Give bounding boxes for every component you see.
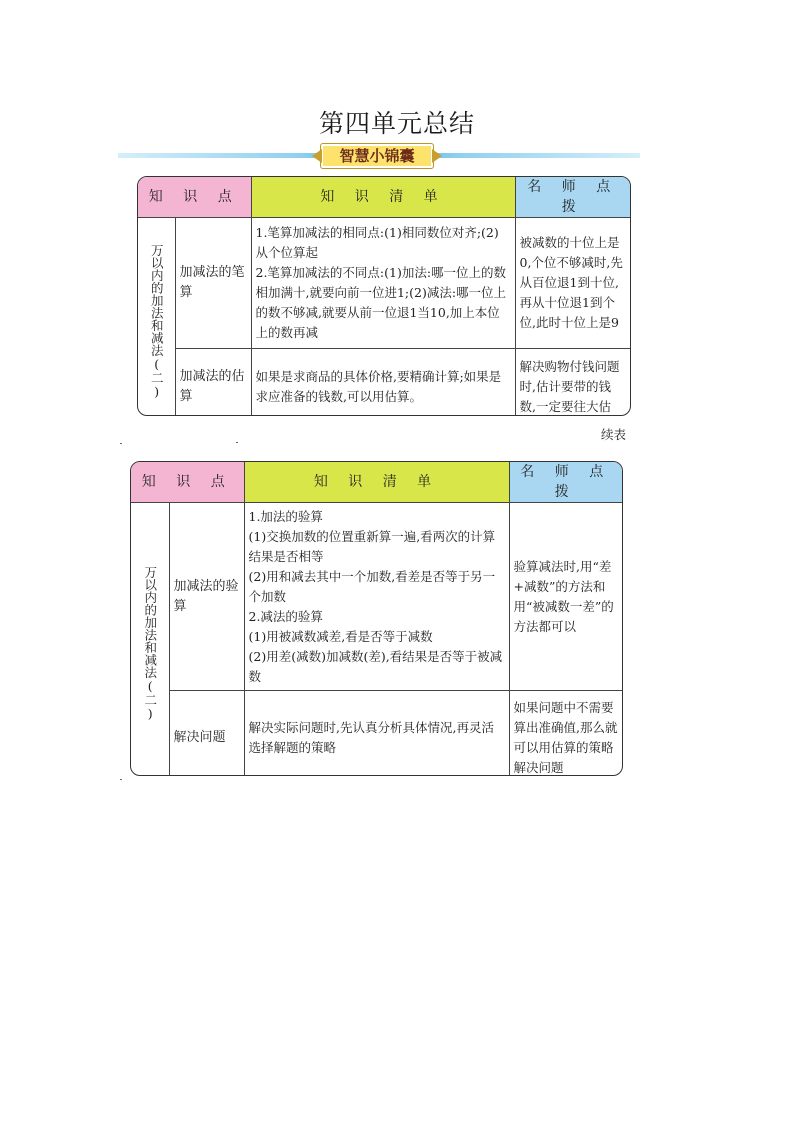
knowledge-cell	[244, 691, 509, 777]
category-label: 万以内的加法和减法(二)	[142, 566, 158, 721]
knowledge-line: 2.减法的验算	[248, 608, 323, 624]
tip-cell: 解决购物付钱问题时,估计要带的钱数,一定要往大估	[515, 349, 630, 417]
summary-table-1	[137, 176, 631, 416]
knowledge-line: (2)用和减去其中一个加数,看差是否等于另一个加数	[248, 568, 496, 604]
tip-cell: 验算减法时,用“差+减数”的方法和用“被减数一差”的方法都可以	[509, 503, 622, 691]
knowledge-cell	[244, 503, 509, 691]
topic-cell: 加减法的笔算	[175, 218, 251, 349]
section-banner	[118, 147, 640, 165]
tip-cell: 被减数的十位上是0,个位不够减时,先从百位退1到十位,再从十位退1到个位,此时十位上是9	[515, 218, 630, 349]
header-knowledge-point: 知 识 点	[131, 462, 244, 503]
header-knowledge-list: 知 识 清 单	[251, 177, 515, 218]
topic-cell: 加减法的估算	[175, 349, 251, 417]
tip-cell: 如果问题中不需要算出准确值,那么就可以用估算的策略解决问题	[509, 691, 622, 777]
knowledge-line: (2)用差(减数)加减数(差),看结果是否等于被减数	[248, 648, 503, 684]
banner-label: 智慧小锦囊	[320, 143, 434, 169]
knowledge-line: (1)用被减数减差,看是否等于减数	[248, 628, 433, 644]
knowledge-cell	[251, 218, 515, 349]
topic-cell: 加减法的验算	[169, 503, 244, 691]
category-cell	[131, 503, 169, 777]
page-title: 第四单元总结	[318, 109, 475, 138]
knowledge-cell	[251, 349, 515, 417]
header-teacher-tips: 名 师 点 拨	[509, 462, 622, 503]
knowledge-line: (1)交换加数的位置重新算一遍,看两次的计算结果是否相等	[248, 528, 496, 564]
category-cell	[138, 218, 175, 417]
header-knowledge-point: 知 识 点	[138, 177, 251, 218]
category-label: 万以内的加法和减法(二)	[149, 243, 165, 399]
knowledge-line: 1.笔算加减法的相同点:(1)相同数位对齐;(2)从个位算起	[255, 225, 499, 260]
knowledge-line: 1.加法的验算	[248, 508, 323, 524]
crop-mark	[120, 779, 122, 780]
knowledge-line: 解决实际问题时,先认真分析具体情况,再灵活选择解题的策略	[248, 719, 494, 755]
summary-table-2	[130, 461, 623, 776]
crop-mark	[120, 443, 122, 444]
continuation-label: 续表	[600, 427, 626, 442]
topic-cell: 解决问题	[169, 691, 244, 777]
header-knowledge-list: 知 识 清 单	[244, 462, 509, 503]
knowledge-line: 如果是求商品的具体价格,要精确计算;如果是求应准备的钱数,可以用估算。	[255, 368, 502, 404]
knowledge-line: 2.笔算加减法的不同点:(1)加法:哪一位上的数相加满十,就要向前一位进1;(2)减法:哪一位上的数不够减,就要从前一位退1当10,加上本位上的数再减	[255, 265, 507, 340]
header-teacher-tips: 名 师 点 拨	[515, 177, 630, 218]
crop-mark	[236, 442, 238, 443]
